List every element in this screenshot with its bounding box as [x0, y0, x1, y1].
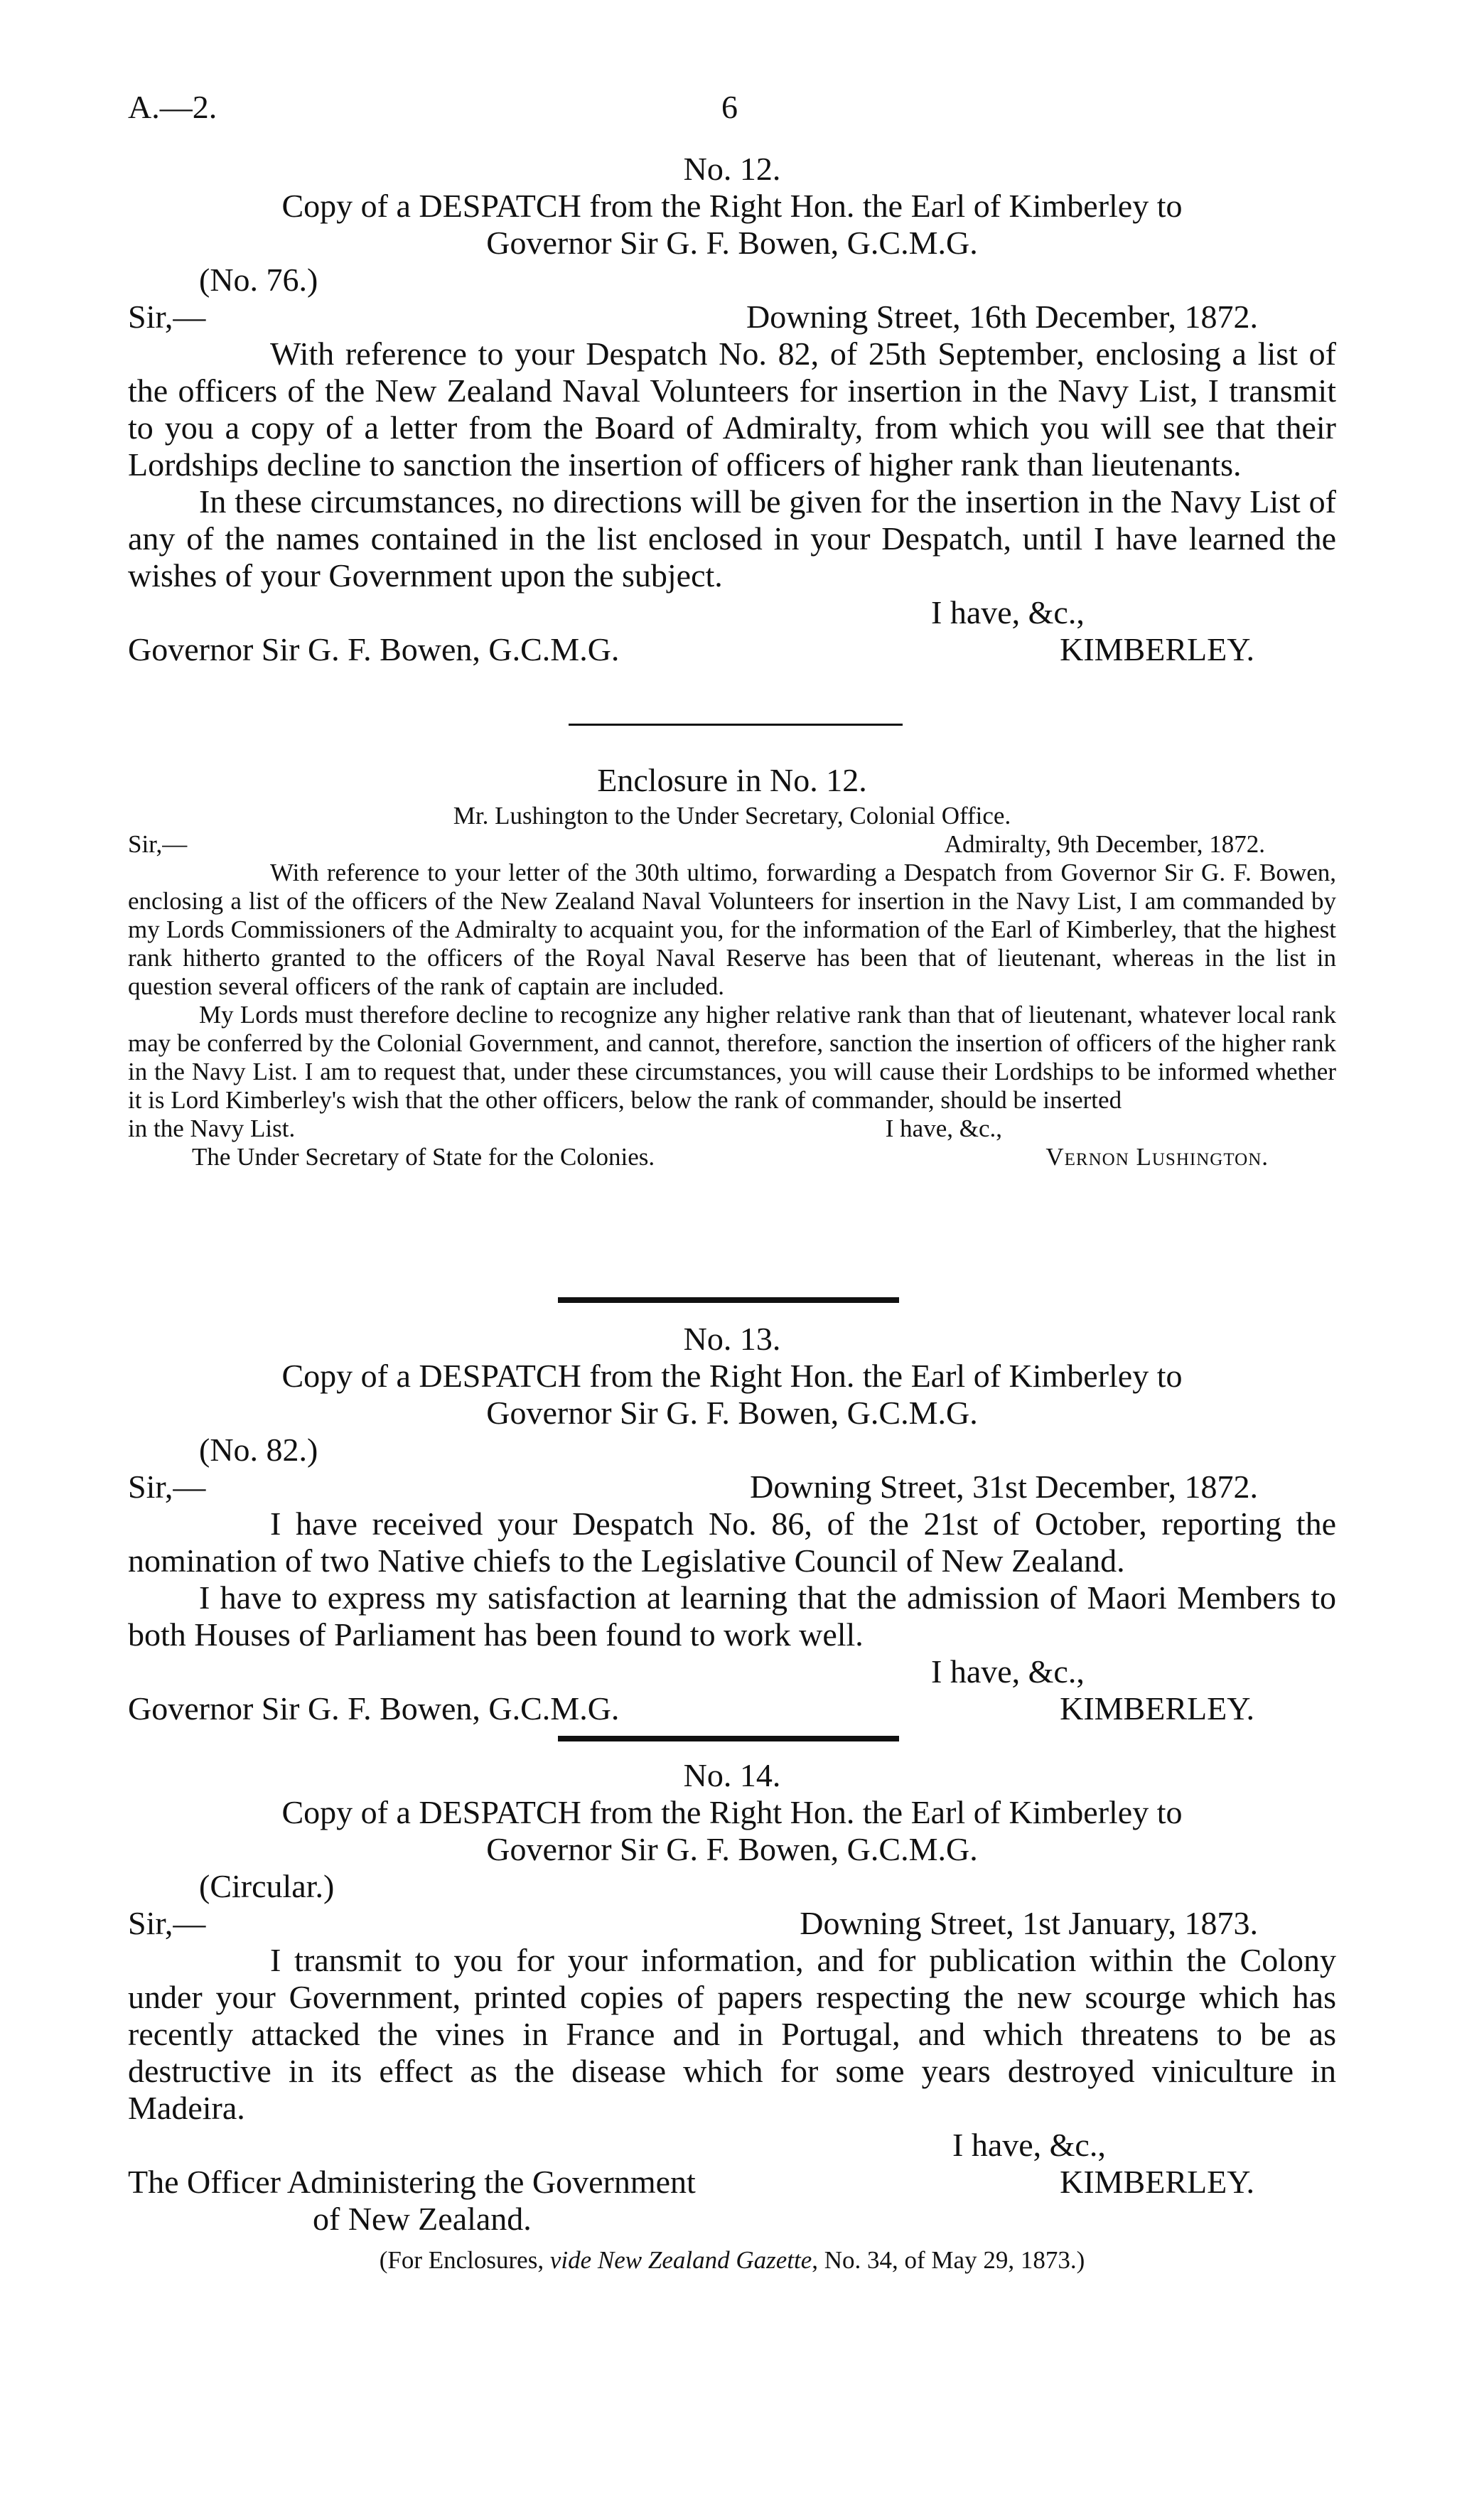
enclosure-12 — [128, 762, 1336, 1171]
despatch-14 — [128, 1757, 1336, 2275]
paragraph: With reference to your Despatch No. 82, of 25th September, enclosing a list of the officers of the New Zealand Naval Volunteers for insertion in the Navy List, I transmit to you a copy of a letter from the Board of Admiralty, from which you will see that their Lordships decline to sanction the insertion of officers of higher rank than lieutenants. — [128, 336, 1336, 483]
place-date: Downing Street, 1st January, 1873. — [800, 1905, 1258, 1941]
place-date: Admiralty, 9th December, 1872. — [944, 830, 1265, 858]
despatch-title: Governor Sir G. F. Bowen, G.C.M.G. — [486, 225, 978, 261]
paragraph: In these circumstances, no directions will be given for the insertion in the Navy List of any of the names contained in the list enclosed in your Despatch, until I have learned the wishes of your Government upon the subject. — [128, 483, 1336, 594]
paragraph: With reference to your letter of the 30th ultimo, forwarding a Despatch from Governor Sir G. F. Bowen, enclosing a list of the officers of the New Zealand Naval Volunteers for insertion in the Navy List, I am commanded by my Lords Commissioners of the Admiralty to acquaint you, for the information of the Earl of Kimberley, that the highest rank hitherto granted to the officers of the Royal Naval Reserve has been that of lieutenant, whereas in the list in question several officers of the rank of captain are included. — [128, 859, 1336, 1000]
place-date: Downing Street, 16th December, 1872. — [746, 299, 1258, 335]
paragraph-end: in the Navy List. — [128, 1115, 296, 1142]
salutation: Sir,— — [128, 299, 206, 335]
despatch-12 — [128, 151, 1336, 668]
closing: I have, &c., — [931, 1653, 1085, 1690]
signature: KIMBERLEY. — [1060, 1690, 1254, 1727]
addressee: Governor Sir G. F. Bowen, G.C.M.G. — [128, 631, 620, 667]
page-number: 6 — [721, 89, 738, 125]
signature: KIMBERLEY. — [1060, 631, 1254, 667]
despatch-ref: (No. 82.) — [199, 1432, 318, 1468]
signature: Vernon Lushington. — [1045, 1143, 1269, 1171]
page-reference: A.—2. — [128, 89, 217, 125]
enclosure-subtitle: Mr. Lushington to the Under Secretary, Colonial Office. — [453, 802, 1011, 830]
despatch-title: Governor Sir G. F. Bowen, G.C.M.G. — [486, 1831, 978, 1867]
place-date: Downing Street, 31st December, 1872. — [750, 1469, 1258, 1505]
despatch-ref: (Circular.) — [199, 1868, 335, 1904]
footnote-reference: vide New Zealand Gazette — [549, 2246, 812, 2274]
addressee-continued: of New Zealand. — [313, 2201, 532, 2237]
despatch-number: No. 12. — [683, 151, 781, 187]
footnote-text: , No. 34, of May 29, 1873.) — [812, 2246, 1085, 2274]
salutation: Sir,— — [128, 1905, 206, 1941]
despatch-number: No. 14. — [683, 1757, 781, 1793]
paragraph: I transmit to you for your information, and for publication within the Colony under your Government, printed copies of papers respecting the new scourge which has recently attacked the vines in France and in Portugal, and which threatens to be as destructive in its effect as the disease which for some years destroyed viniculture in Madeira. — [128, 1942, 1336, 2126]
despatch-title: Governor Sir G. F. Bowen, G.C.M.G. — [486, 1395, 978, 1431]
signature: KIMBERLEY. — [1060, 2164, 1254, 2200]
divider — [558, 1297, 899, 1303]
paragraph: I have to express my satisfaction at learning that the admission of Maori Members to both Houses of Parliament has been found to work well. — [128, 1579, 1336, 1653]
addressee: The Under Secretary of State for the Colonies. — [192, 1143, 655, 1171]
footnote — [128, 2246, 1336, 2275]
divider — [558, 1736, 899, 1741]
enclosure-title: Enclosure in No. 12. — [597, 762, 867, 798]
salutation: Sir,— — [128, 830, 188, 858]
paragraph: My Lords must therefore decline to recognize any higher relative rank than that of lieutenant, whatever local rank may be conferred by the Colonial Government, and cannot, therefore, sanction the insertion of officers of the higher rank in the Navy List. I am to request that, under these circumstances, you will cause their Lordships to be informed whether it is Lord Kimberley's wish that the other officers, below the rank of commander, should be inserted — [128, 1001, 1336, 1114]
closing: I have, &c., — [931, 594, 1085, 630]
despatch-ref: (No. 76.) — [199, 262, 318, 298]
despatch-number: No. 13. — [683, 1321, 781, 1357]
paragraph: I have received your Despatch No. 86, of the 21st of October, reporting the nomination of two Native chiefs to the Legislative Council of New Zealand. — [128, 1505, 1336, 1579]
footnote-text: (For Enclosures, — [379, 2246, 550, 2274]
salutation: Sir,— — [128, 1469, 206, 1505]
addressee: Governor Sir G. F. Bowen, G.C.M.G. — [128, 1690, 620, 1727]
despatch-13 — [128, 1321, 1336, 1727]
addressee: The Officer Administering the Government — [128, 2164, 696, 2200]
despatch-title: Copy of a DESPATCH from the Right Hon. the Earl of Kimberley to — [281, 1794, 1183, 1830]
despatch-title: Copy of a DESPATCH from the Right Hon. the Earl of Kimberley to — [281, 188, 1183, 224]
despatch-title: Copy of a DESPATCH from the Right Hon. the Earl of Kimberley to — [281, 1358, 1183, 1394]
divider — [569, 724, 903, 726]
closing: I have, &c., — [952, 2127, 1106, 2163]
closing: I have, &c., — [885, 1115, 1002, 1142]
